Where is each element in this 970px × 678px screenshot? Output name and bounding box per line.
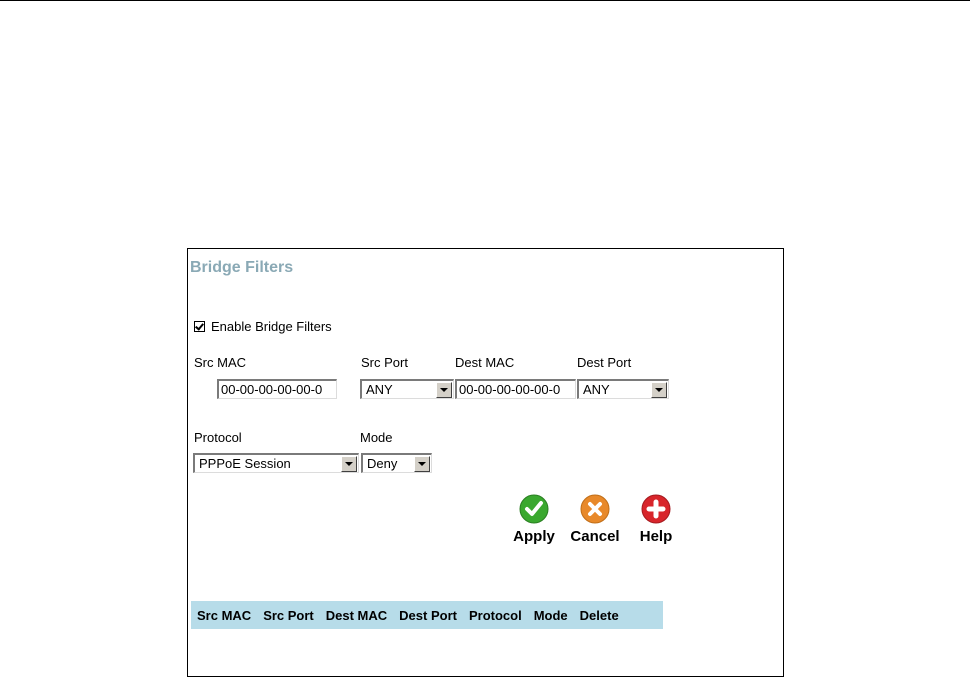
apply-button[interactable] [506,494,562,545]
column-header: Protocol [468,607,522,623]
dest-port-value: ANY [583,382,610,397]
plus-icon [641,494,671,524]
chevron-down-icon[interactable] [341,456,357,472]
dest-port-select[interactable] [577,379,669,399]
dest-port-label: Dest Port [577,355,632,370]
protocol-label: Protocol [194,430,242,445]
column-header: Mode [533,607,568,623]
src-port-value: ANY [366,382,393,397]
protocol-value: PPPoE Session [199,456,291,471]
src-mac-input[interactable]: 00-00-00-00-00-0 [217,379,337,399]
column-header: Dest MAC [325,607,388,623]
cancel-button[interactable] [567,494,623,545]
mode-label: Mode [360,430,393,445]
apply-label: Apply [513,528,555,545]
dest-mac-label: Dest MAC [455,355,515,370]
chevron-down-icon[interactable] [651,382,667,398]
mode-value: Deny [367,456,398,471]
dest-mac-input[interactable]: 00-00-00-00-00-0 [455,379,576,399]
column-header: Src Port [263,607,314,623]
help-button[interactable] [628,494,684,545]
column-header: Src MAC [197,607,252,623]
src-port-select[interactable] [360,379,454,399]
enable-bridge-filters-label: Enable Bridge Filters [211,319,332,334]
protocol-select[interactable] [193,453,359,473]
src-mac-label: Src MAC [194,355,246,370]
enable-bridge-filters-checkbox[interactable] [194,321,205,332]
page-title: Bridge Filters [190,259,294,276]
check-icon [519,494,549,524]
top-rule [0,0,970,1]
chevron-down-icon[interactable] [414,456,430,472]
filter-table-header [191,601,663,629]
bridge-filters-panel [187,248,784,677]
src-port-label: Src Port [361,355,408,370]
cancel-label: Cancel [570,528,620,545]
column-header: Dest Port [399,607,457,623]
help-label: Help [639,528,673,545]
mode-select[interactable] [361,453,432,473]
close-icon [580,494,610,524]
column-header: Delete [579,607,619,623]
chevron-down-icon[interactable] [436,382,452,398]
enable-bridge-filters-row [194,319,332,334]
